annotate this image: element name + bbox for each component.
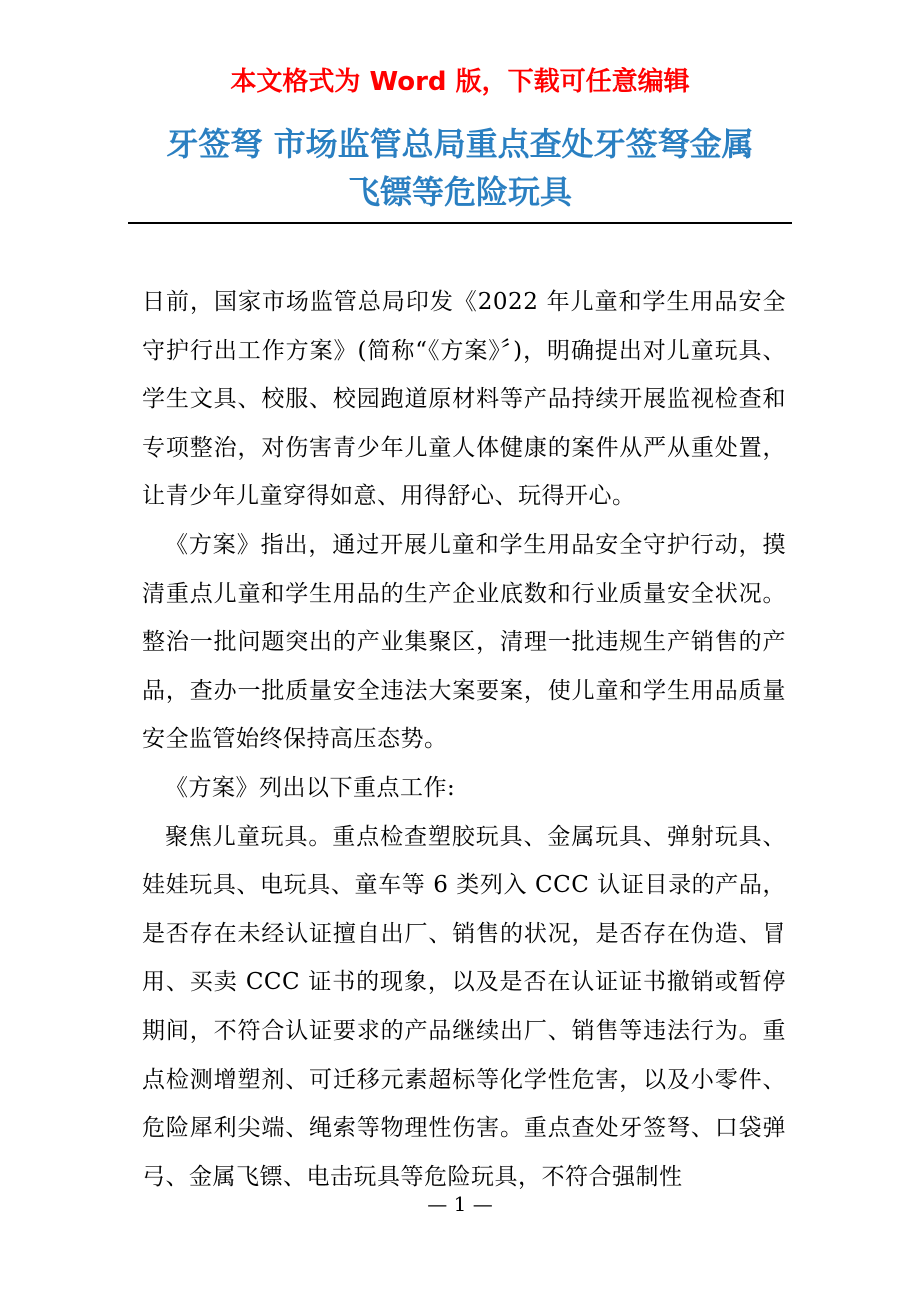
document-title bbox=[130, 120, 790, 216]
paragraph-2: 《方案》指出，通过开展儿童和学生用品安全守护行动，摸清重点儿童和学生用品的生产企业底数和行业质量安全状况。整治一批问题突出的产业集聚区，清理一批违规生产销售的产品，查办一批质量安全违法大案要案，使儿童和学生用品质量安全监管始终保持高压态势。 bbox=[142, 531, 786, 753]
paragraph-1: 日前，国家市场监管总局印发《2022 年儿童和学生用品安全守护行出工作方案》(简称“《方案》〞)，明确提出对儿童玩具、学生文具、校服、校园跑道原材料等产品持续开展监视检查和专项整治，对伤害青少年儿童人体健康的案件从严从重处置，让青少年儿童穿得如意、用得舒心、玩得开心。 bbox=[142, 289, 786, 510]
format-notice: 本文格式为 Word 版，下载可任意编辑 bbox=[230, 67, 690, 97]
title-divider bbox=[128, 222, 792, 224]
title-line-1: 牙签弩 市场监管总局重点查处牙签弩金属 bbox=[166, 125, 754, 163]
title-line-2: 飞镖等危险玩具 bbox=[347, 173, 572, 211]
paragraph-4: 聚焦儿童玩具。重点检查塑胶玩具、金属玩具、弹射玩具、娃娃玩具、电玩具、童车等 6 类列入 CCC 认证目录的产品，是否存在未经认证擅自出厂、销售的状况，是否存在伪造、冒用、买卖 CCC 证书的现象，以及是否在认证证书撤销或暂停期间，不符合认证要求的产品继续出厂、销售等违法行为。重点检测增塑剂、可迁移元素超标等化学性危害，以及小零件、危险犀利尖端、绳索等物理性伤害。重点查处牙签弩、口袋弹弓、金属飞镖、电击玩具等危险玩具，不符合强制性 bbox=[142, 823, 786, 1190]
document-body bbox=[142, 278, 786, 1201]
page-number: — 1 — bbox=[427, 1192, 493, 1216]
paragraph-3: 《方案》列出以下重点工作: bbox=[165, 774, 456, 801]
